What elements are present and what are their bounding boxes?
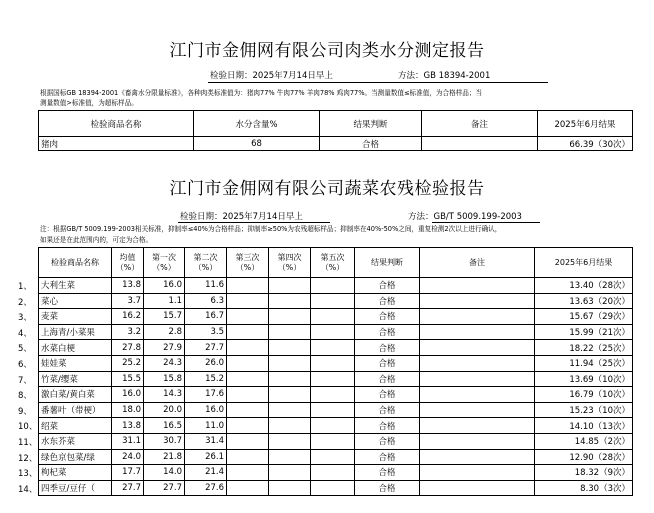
veg-row-name: 娃娃菜	[39, 355, 112, 371]
meat-table	[38, 110, 633, 151]
veg-row-t2: 16.0	[185, 402, 227, 418]
veg-row-remark	[420, 309, 535, 325]
veg-row-june: 18.32（9次）	[535, 465, 633, 481]
veg-header-t4	[269, 248, 311, 278]
veg-method-label: 方法：	[408, 212, 434, 222]
veg-row-result: 合格	[355, 402, 420, 418]
veg-row-t1: 21.8	[144, 449, 185, 465]
veg-table-header	[39, 248, 633, 278]
veg-row-result: 合格	[355, 465, 420, 481]
veg-row-index: 7、	[18, 375, 32, 386]
meat-date-label: 检验日期：	[210, 71, 253, 81]
meat-row-name: 猪肉	[39, 137, 194, 151]
veg-row-avg: 24.0	[112, 449, 144, 465]
veg-row-remark	[420, 324, 535, 340]
veg-row-t3	[227, 309, 269, 325]
veg-row-index: 3、	[18, 313, 32, 324]
table-row	[39, 402, 633, 418]
veg-row-name: 枸杞菜	[39, 465, 112, 481]
veg-row-june: 13.69（10次）	[535, 371, 633, 387]
meat-header-remark: 备注	[422, 111, 538, 137]
veg-row-remark	[420, 418, 535, 434]
veg-date-underline	[178, 222, 330, 223]
veg-row-result: 合格	[355, 293, 420, 309]
veg-row-t4	[269, 371, 311, 387]
veg-row-result: 合格	[355, 418, 420, 434]
veg-row-avg: 27.7	[112, 480, 144, 496]
table-row	[39, 387, 633, 403]
veg-row-remark	[420, 480, 535, 496]
veg-row-remark	[420, 278, 535, 294]
veg-row-t2: 15.2	[185, 371, 227, 387]
veg-row-result: 合格	[355, 387, 420, 403]
veg-report-title: 江门市金佣网有限公司蔬菜农残检验报告	[169, 179, 485, 199]
veg-row-june: 12.90（28次）	[535, 449, 633, 465]
veg-row-index: 14、	[18, 484, 38, 495]
veg-row-june: 11.94（25次）	[535, 355, 633, 371]
meat-date	[210, 69, 333, 81]
veg-date-value: 2025年7月14日早上	[222, 212, 303, 222]
meat-report-title: 江门市金佣网有限公司肉类水分测定报告	[169, 41, 485, 61]
veg-row-t4	[269, 465, 311, 481]
veg-row-remark	[420, 387, 535, 403]
veg-row-t2: 26.0	[185, 355, 227, 371]
meat-meta-underline	[208, 82, 548, 83]
meat-row-value: 68	[194, 137, 320, 151]
veg-row-t4	[269, 309, 311, 325]
veg-row-name: 四季豆/豆仔（	[39, 480, 112, 496]
veg-row-index: 10、	[18, 422, 38, 433]
veg-row-t5	[311, 293, 355, 309]
veg-row-index: 5、	[18, 344, 32, 355]
veg-row-name: 激白菜/黄白菜	[39, 387, 112, 403]
veg-row-avg: 3.2	[112, 324, 144, 340]
veg-row-t4	[269, 355, 311, 371]
veg-header-t3	[227, 248, 269, 278]
veg-method	[408, 210, 522, 222]
veg-row-t3	[227, 402, 269, 418]
veg-row-t3	[227, 340, 269, 356]
meat-header-june: 2025年6月结果	[538, 111, 633, 137]
veg-table-body	[39, 278, 633, 496]
veg-row-t5	[311, 402, 355, 418]
veg-header-t1-bot: （%）	[152, 262, 176, 272]
veg-row-t3	[227, 418, 269, 434]
meat-note-line-1: 根据国标GB 18394-2001《畜禽水分限量标准》，各种肉类标准值为：猪肉77% 牛肉77% 羊肉78% 鸡肉77%。当测量数值≤标准值，为合格样品；当	[40, 89, 483, 97]
veg-row-t4	[269, 449, 311, 465]
meat-row-june: 66.39（30次）	[538, 137, 633, 151]
veg-row-t5	[311, 309, 355, 325]
veg-row-t3	[227, 355, 269, 371]
veg-row-t5	[311, 449, 355, 465]
table-row	[39, 293, 633, 309]
table-row	[39, 278, 633, 294]
veg-header-t5-bot: （%）	[320, 262, 345, 272]
veg-row-t1: 16.5	[144, 418, 185, 434]
veg-header-t1	[144, 248, 185, 278]
veg-header-remark: 备注	[420, 248, 535, 278]
veg-row-t5	[311, 355, 355, 371]
table-row	[39, 309, 633, 325]
meat-note-line-2: 测量数值>标准值，为超标样品。	[40, 99, 138, 107]
veg-method-underline	[432, 222, 540, 223]
veg-row-t5	[311, 418, 355, 434]
veg-row-result: 合格	[355, 309, 420, 325]
table-row	[39, 418, 633, 434]
veg-header-t1-top: 第一次	[152, 252, 176, 262]
veg-row-index: 4、	[18, 328, 32, 339]
veg-note-line-2: 如果还是在此范围内的，可定为合格。	[40, 236, 153, 244]
veg-row-remark	[420, 465, 535, 481]
veg-row-t2: 16.7	[185, 309, 227, 325]
table-row	[39, 355, 633, 371]
veg-date	[180, 210, 303, 222]
meat-header-moisture: 水分含量%	[194, 111, 320, 137]
veg-row-t4	[269, 480, 311, 496]
veg-row-t3	[227, 387, 269, 403]
meat-row-remark	[422, 137, 538, 151]
veg-row-june: 16.79（10次）	[535, 387, 633, 403]
table-row	[39, 340, 633, 356]
veg-row-t5	[311, 324, 355, 340]
table-row	[39, 324, 633, 340]
veg-header-june: 2025年6月结果	[535, 248, 633, 278]
veg-row-t2: 21.4	[185, 465, 227, 481]
veg-row-t4	[269, 278, 311, 294]
veg-row-name: 竹菜/缨菜	[39, 371, 112, 387]
veg-row-t1: 14.3	[144, 387, 185, 403]
table-row	[39, 480, 633, 496]
veg-row-t2: 31.4	[185, 433, 227, 449]
meat-row-result: 合格	[320, 137, 422, 151]
veg-row-june: 13.63（20次）	[535, 293, 633, 309]
veg-header-t3-top: 第三次	[235, 252, 260, 262]
veg-row-t2: 27.7	[185, 340, 227, 356]
veg-row-remark	[420, 340, 535, 356]
veg-row-t2: 26.1	[185, 449, 227, 465]
veg-row-june: 14.10（13次）	[535, 418, 633, 434]
veg-row-name: 绍菜	[39, 418, 112, 434]
veg-header-t2	[185, 248, 227, 278]
veg-row-index: 11、	[18, 438, 38, 448]
meat-method-label: 方法：	[398, 71, 424, 81]
veg-row-june: 13.40（28次）	[535, 278, 633, 294]
veg-row-t3	[227, 278, 269, 294]
veg-row-index: 9、	[18, 406, 32, 417]
veg-row-t1: 24.3	[144, 355, 185, 371]
veg-header-result: 结果判断	[355, 248, 420, 278]
veg-row-t1: 2.8	[144, 324, 185, 340]
veg-header-avg	[112, 248, 144, 278]
veg-row-avg: 16.0	[112, 387, 144, 403]
veg-header-avg-top: 均值	[119, 252, 136, 262]
veg-row-result: 合格	[355, 324, 420, 340]
veg-row-result: 合格	[355, 355, 420, 371]
veg-row-t3	[227, 324, 269, 340]
meat-header-name: 检验商品名称	[39, 111, 194, 137]
veg-row-t4	[269, 340, 311, 356]
veg-row-june: 14.85（2次）	[535, 433, 633, 449]
veg-row-remark	[420, 402, 535, 418]
veg-row-t2: 11.6	[185, 278, 227, 294]
veg-row-t2: 27.6	[185, 480, 227, 496]
veg-row-remark	[420, 449, 535, 465]
veg-header-avg-bot: （%）	[115, 262, 140, 272]
veg-row-name: 水东芥菜	[39, 433, 112, 449]
veg-row-t5	[311, 278, 355, 294]
meat-header-result: 结果判断	[320, 111, 422, 137]
veg-row-t5	[311, 480, 355, 496]
veg-row-t1: 15.8	[144, 371, 185, 387]
veg-row-t4	[269, 418, 311, 434]
veg-row-t5	[311, 433, 355, 449]
veg-header-t5	[311, 248, 355, 278]
veg-row-t5	[311, 340, 355, 356]
veg-row-t1: 27.7	[144, 480, 185, 496]
veg-row-avg: 15.5	[112, 371, 144, 387]
veg-row-index: 1、	[18, 282, 32, 292]
veg-row-avg: 27.8	[112, 340, 144, 356]
veg-row-result: 合格	[355, 449, 420, 465]
veg-row-june: 15.23（10次）	[535, 402, 633, 418]
veg-row-t3	[227, 480, 269, 496]
veg-row-t4	[269, 402, 311, 418]
meat-method-value: GB 18394-2001	[423, 71, 491, 81]
veg-row-avg: 13.8	[112, 278, 144, 294]
veg-row-result: 合格	[355, 278, 420, 294]
veg-row-result: 合格	[355, 480, 420, 496]
veg-row-index: 2、	[18, 297, 32, 308]
veg-row-index: 6、	[18, 360, 32, 370]
veg-row-june: 15.99（21次）	[535, 324, 633, 340]
veg-row-t3	[227, 449, 269, 465]
veg-row-index: 8、	[18, 391, 32, 402]
veg-row-name: 水菜白梗	[39, 340, 112, 356]
table-row	[39, 137, 633, 151]
veg-row-t1: 1.1	[144, 293, 185, 309]
veg-row-t2: 3.5	[185, 324, 227, 340]
veg-row-avg: 13.8	[112, 418, 144, 434]
veg-header-t2-bot: （%）	[193, 262, 218, 272]
veg-row-t2: 11.0	[185, 418, 227, 434]
veg-row-t3	[227, 433, 269, 449]
veg-header-t4-top: 第四次	[277, 252, 302, 262]
veg-row-result: 合格	[355, 371, 420, 387]
veg-row-june: 15.67（29次）	[535, 309, 633, 325]
veg-row-t1: 14.0	[144, 465, 185, 481]
veg-row-remark	[420, 355, 535, 371]
veg-header-name: 检验商品名称	[39, 248, 112, 278]
meat-table-header	[39, 111, 633, 137]
veg-row-name: 绿色京包菜/绿	[39, 449, 112, 465]
veg-note-line-1: 注：根据GB/T 5009.199-2003相关标准，抑制率≤40%为合格样品；抑制率≥50%为农残超标样品；抑制率在40%-50%之间，重复检测2次以上进行确认，	[40, 225, 502, 233]
veg-row-result: 合格	[355, 433, 420, 449]
veg-row-t1: 30.7	[144, 433, 185, 449]
veg-row-t5	[311, 387, 355, 403]
veg-row-name: 番薯叶（带梗）	[39, 402, 112, 418]
veg-row-june: 8.30（3次）	[535, 480, 633, 496]
veg-row-t3	[227, 465, 269, 481]
veg-row-avg: 25.2	[112, 355, 144, 371]
veg-row-t1: 16.0	[144, 278, 185, 294]
veg-row-name: 上海青/小菜果	[39, 324, 112, 340]
veg-row-june: 18.22（25次）	[535, 340, 633, 356]
veg-row-avg: 16.2	[112, 309, 144, 325]
meat-method	[398, 69, 490, 81]
veg-row-t2: 17.6	[185, 387, 227, 403]
veg-row-t3	[227, 293, 269, 309]
veg-header-t4-bot: （%）	[277, 262, 302, 272]
veg-header-t2-top: 第二次	[193, 252, 218, 262]
veg-row-t5	[311, 465, 355, 481]
table-row	[39, 433, 633, 449]
veg-row-t4	[269, 293, 311, 309]
veg-row-avg: 17.7	[112, 465, 144, 481]
veg-row-name: 大利生菜	[39, 278, 112, 294]
veg-row-name: 菜心	[39, 293, 112, 309]
veg-row-index: 12、	[18, 453, 38, 464]
veg-row-t1: 15.7	[144, 309, 185, 325]
veg-row-t1: 27.9	[144, 340, 185, 356]
veg-row-t4	[269, 324, 311, 340]
veg-row-avg: 18.0	[112, 402, 144, 418]
veg-row-name: 麦菜	[39, 309, 112, 325]
veg-row-remark	[420, 371, 535, 387]
veg-row-index: 13、	[18, 469, 38, 480]
meat-date-value: 2025年7月14日早上	[252, 71, 333, 81]
veg-row-avg: 3.7	[112, 293, 144, 309]
veg-row-t2: 6.3	[185, 293, 227, 309]
table-row	[39, 449, 633, 465]
veg-row-avg: 31.1	[112, 433, 144, 449]
veg-row-remark	[420, 293, 535, 309]
veg-row-t5	[311, 371, 355, 387]
veg-row-t4	[269, 433, 311, 449]
veg-header-t5-top: 第五次	[320, 252, 345, 262]
veg-date-label: 检验日期：	[180, 212, 223, 222]
veg-row-t3	[227, 371, 269, 387]
veg-row-t4	[269, 387, 311, 403]
veg-row-result: 合格	[355, 340, 420, 356]
veg-table	[38, 247, 633, 496]
veg-row-t1: 20.0	[144, 402, 185, 418]
table-row	[39, 465, 633, 481]
veg-header-t3-bot: （%）	[235, 262, 260, 272]
table-row	[39, 371, 633, 387]
veg-row-remark	[420, 433, 535, 449]
veg-method-value: GB/T 5009.199-2003	[433, 212, 522, 222]
